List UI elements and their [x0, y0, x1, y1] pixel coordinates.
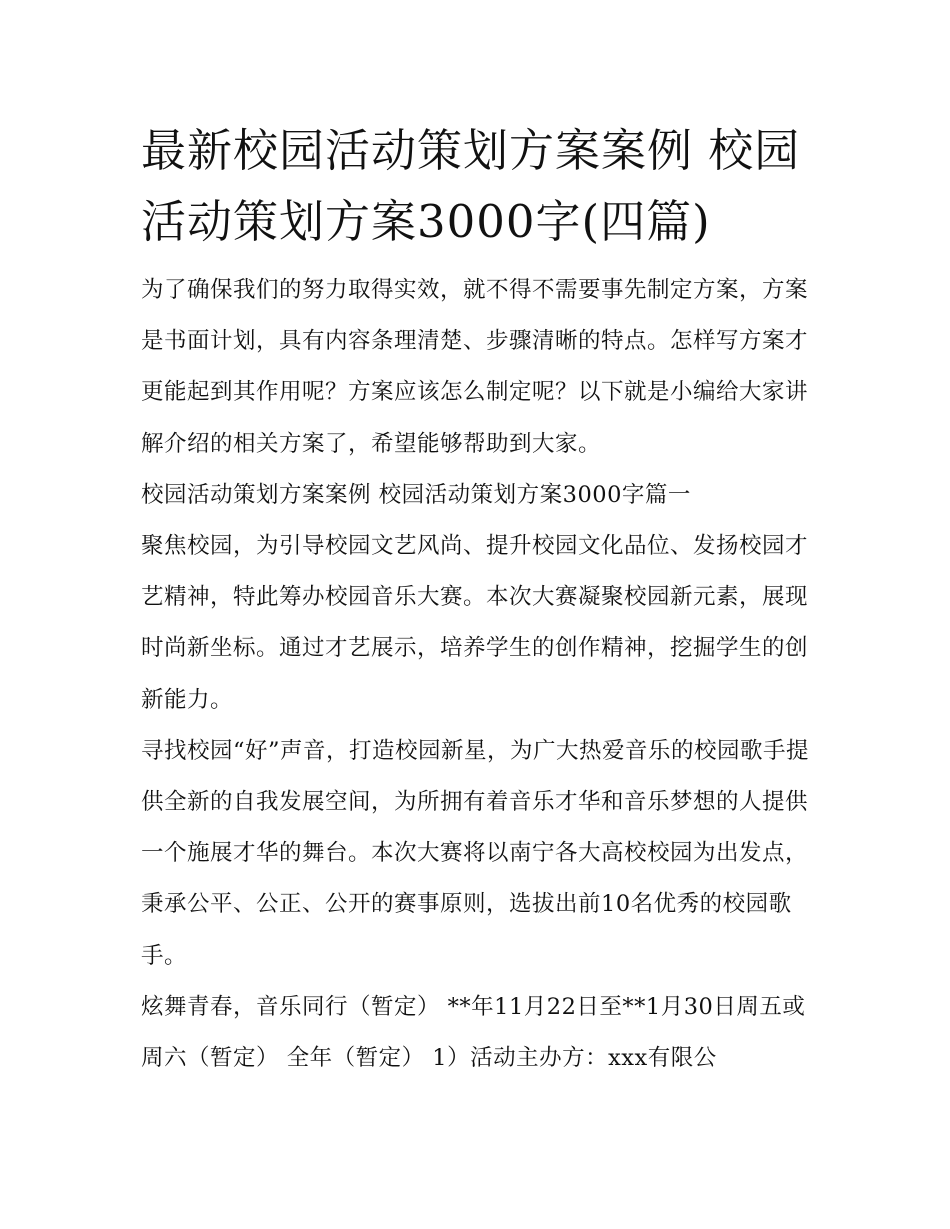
search-voice-paragraph: 寻找校园“好”声音，打造校园新星，为广大热爱音乐的校园歌手提供全新的自我发展空间，为所拥有着音乐才华和音乐梦想的人提供一个施展才华的舞台。本次大赛将以南宁各大高校校园为出发点，秉承公平、公正、公开的赛事原则，选拔出前10名优秀的校园歌手。: [141, 737, 810, 969]
document-title: 最新校园活动策划方案案例 校园活动策划方案3000字(四篇): [141, 124, 801, 248]
focus-paragraph: 聚焦校园，为引导校园文艺风尚、提升校园文化品位、发扬校园才艺精神，特此筹办校园音乐大赛。本次大赛凝聚校园新元素，展现时尚新坐标。通过才艺展示，培养学生的创作精神，挖掘学生的创新能力。: [141, 533, 809, 713]
event-details-paragraph: 炫舞青春，音乐同行（暂定） **年11月22日至**1月30日周五或周六（暂定） 全年（暂定） 1）活动主办方：xxx有限公: [141, 993, 806, 1072]
document-content: [141, 115, 816, 1084]
title-block: [141, 115, 816, 257]
section-heading: 校园活动策划方案案例 校园活动策划方案3000字篇一: [141, 481, 691, 508]
intro-paragraph: 为了确保我们的努力取得实效，就不得不需要事先制定方案，方案是书面计划，具有内容条理清楚、步骤清晰的特点。怎样写方案才更能起到其作用呢？方案应该怎么制定呢？以下就是小编给大家讲解介绍的相关方案了，希望能够帮助到大家。: [141, 277, 809, 457]
